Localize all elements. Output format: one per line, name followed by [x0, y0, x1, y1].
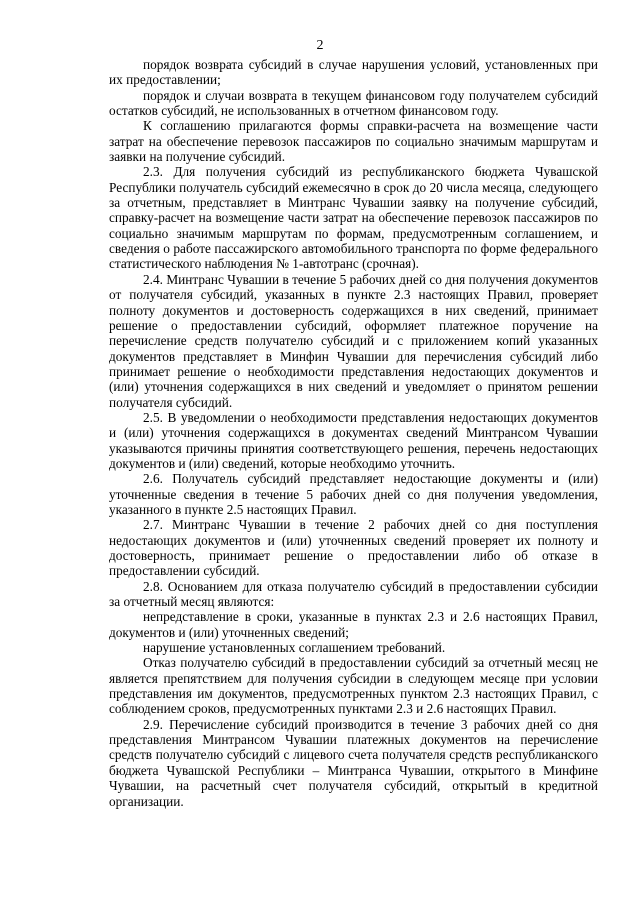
paragraph-refusal-reason-deadlines: непредставление в сроки, указанные в пунктах 2.3 и 2.6 настоящих Правил, документов и (или) уточненных сведений; [109, 609, 598, 640]
paragraph-agreement-forms: К соглашению прилагаются формы справки-расчета на возмещение части затрат на обеспечение перевозок пассажиров по социально значимым маршрутам и заявки на получение субсидий. [109, 118, 598, 165]
paragraph-2-9: 2.9. Перечисление субсидий производится в течение 3 рабочих дней со дня представления Минтрансом Чувашии платежных документов на перечисление средств получателю субсидий с лицевого счета получателя средств республиканского бюджета Чувашской Республики – Минтранса Чувашии, открытого в Минфине Чувашии, на расчетный счет получателя субсидий, открытый в кредитной организации. [109, 716, 598, 809]
paragraph-2-8: 2.8. Основанием для отказа получателю субсидий в предоставлении субсидии за отчетный месяц являются: [109, 578, 598, 610]
paragraph-return-procedure-violation: порядок возврата субсидий в случае нарушения условий, установленных при их предоставлении; [109, 57, 598, 88]
paragraph-2-4: 2.4. Минтранс Чувашии в течение 5 рабочих дней со дня получения документов от получателя субсидий, указанных в пункте 2.3 настоящих Правил, проверяет полноту документов и достоверность содержащихся в них сведений, принимает решение о предоставлении субсидий, оформляет платежное поручение на перечисление средств получателю субсидий и с приложением копий указанных документов представляет в Минфин Чувашии для перечисления субсидий либо принимает решение о необходимости представления недостающих документов и (или) уточнения содержащихся в них сведений и уведомляет о принятом решении получателя субсидий. [109, 271, 598, 410]
paragraph-return-remaining-subsidies: порядок и случаи возврата в текущем финансовом году получателем субсидий остатков субсидий, не использованных в отчетном финансовом году. [109, 87, 598, 119]
paragraph-refusal-not-obstacle: Отказ получателю субсидий в предоставлении субсидий за отчетный месяц не является препятствием для получения субсидии в следующем месяце при условии представления им документов, предусмотренных пунктом 2.3 настоящих Правил, с соблюдением сроков, предусмотренных пунктами 2.3 и 2.6 настоящих Правил. [109, 655, 598, 717]
page-number: 2 [316, 38, 324, 53]
document-body [109, 57, 598, 809]
paragraph-2-3: 2.3. Для получения субсидий из республиканского бюджета Чувашской Республики получатель субсидий ежемесячно в срок до 20 числа месяца, следующего за отчетным, представляет в Минтранс Чувашии заявку на получение субсидий, справку-расчет на возмещение части затрат на обеспечение перевозок пассажиров по социально значимым маршрутам по формам, предусмотренным соглашением, и сведения о работе пассажирского автомобильного транспорта по форме федерального статистического наблюдения № 1-автотранс (срочная). [109, 164, 598, 272]
paragraph-refusal-reason-violation: нарушение установленных соглашением требований. [143, 640, 446, 656]
paragraph-2-6: 2.6. Получатель субсидий представляет недостающие документы и (или) уточненные сведения в течение 5 рабочих дней со дня получения уведомления, указанного в пункте 2.5 настоящих Правил. [109, 471, 598, 517]
paragraph-2-7: 2.7. Минтранс Чувашии в течение 2 рабочих дней со дня поступления недостающих документов и (или) уточненных сведений проверяет их полноту и достоверность, принимает решение о предоставлении либо об отказе в предоставлении субсидий. [109, 517, 598, 579]
paragraph-2-5: 2.5. В уведомлении о необходимости представления недостающих документов и (или) уточнения содержащихся в документах сведений Минтрансом Чувашии указываются причины принятия соответствующего решения, перечень недостающих документов и (или) сведений, которые необходимо уточнить. [109, 409, 598, 471]
